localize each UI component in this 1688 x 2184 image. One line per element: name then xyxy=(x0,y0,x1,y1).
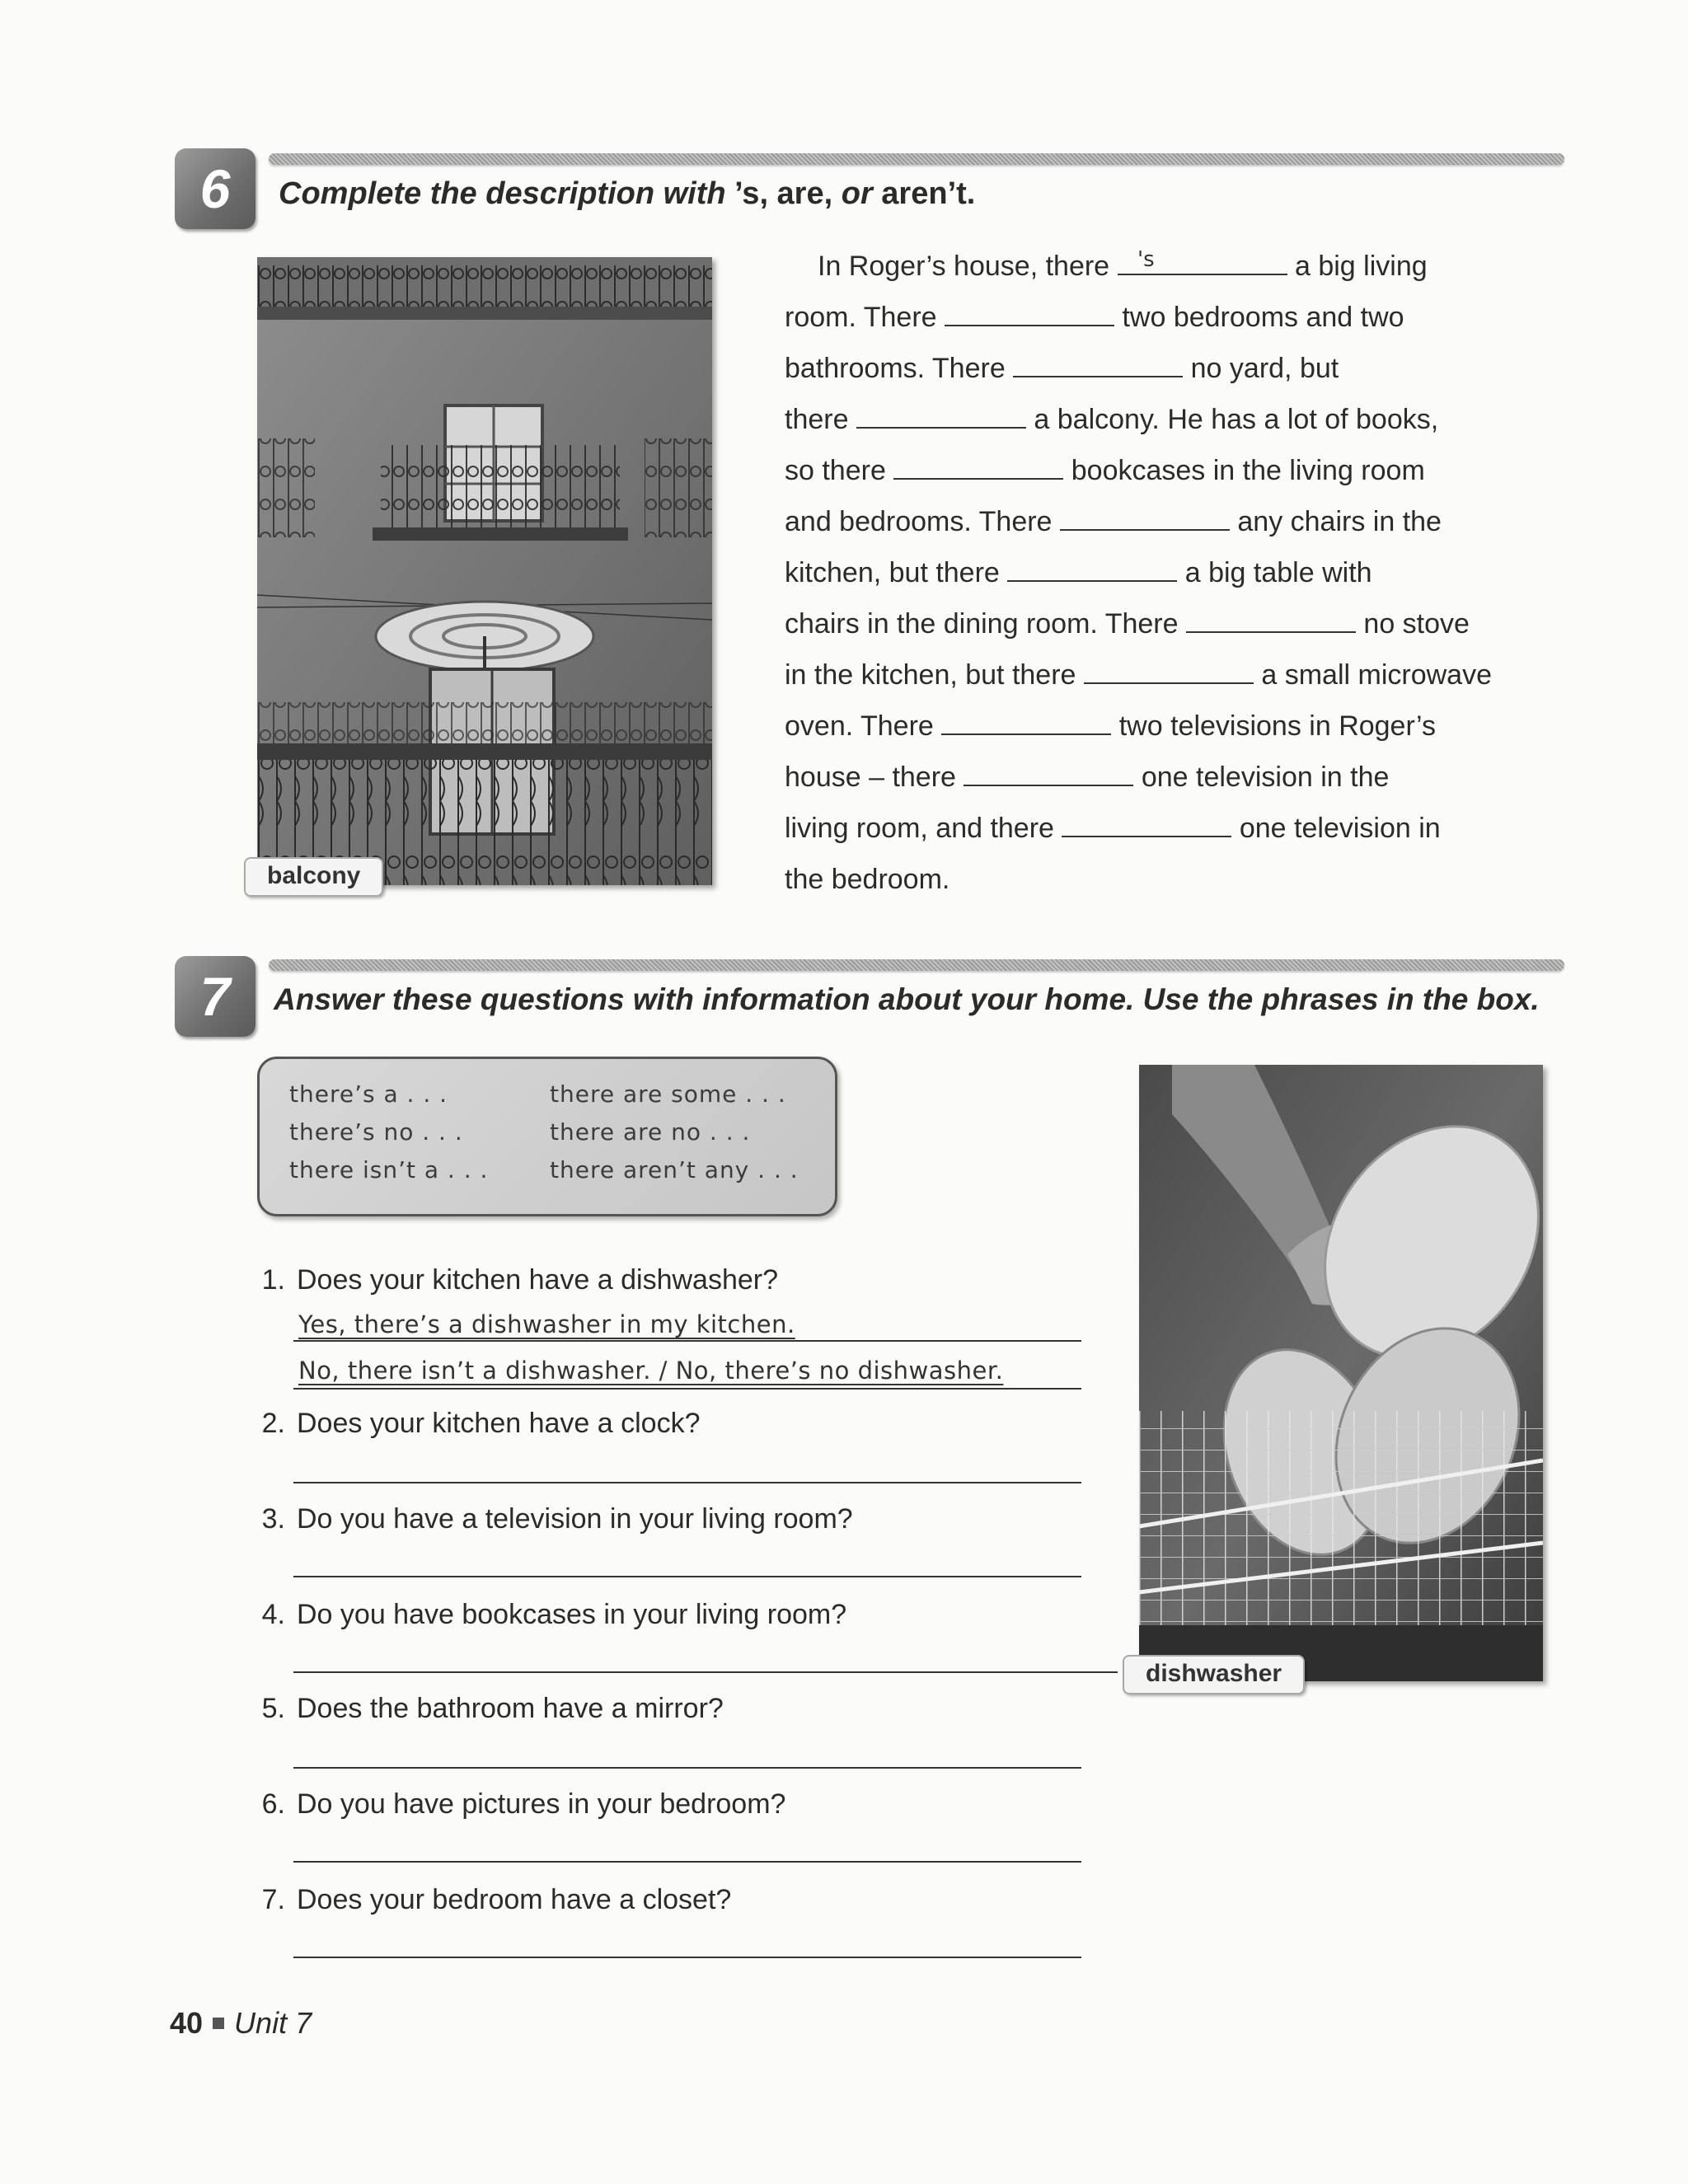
ex6-blank-4[interactable] xyxy=(856,404,1026,429)
ex6-line-10: oven. There two televisions in Roger’s xyxy=(785,710,1436,742)
ex6-line-4: there a balcony. He has a lot of books, xyxy=(785,404,1439,435)
q3-number: 3. xyxy=(261,1503,285,1535)
q1-number: 1. xyxy=(261,1264,285,1296)
ex6-line-3: bathrooms. There no yard, but xyxy=(785,353,1339,384)
q1-answer-yes: Yes, there’s a dishwasher in my kitchen. xyxy=(298,1310,795,1338)
exercise-6-title: Complete the description with ’s, are, or aren’t. xyxy=(279,176,976,211)
q5-text: Does the bathroom have a mirror? xyxy=(297,1693,724,1724)
exercise-7-title: Answer these questions with information about your home. Use the phrases in the box. xyxy=(274,982,1540,1016)
ex6-blank-12[interactable] xyxy=(1062,813,1231,837)
unit-label: Unit 7 xyxy=(234,2006,312,2040)
dishwasher-illustration xyxy=(1139,1065,1543,1681)
phrase-there-are-no: there are no . . . xyxy=(550,1118,751,1146)
q6-answer-line[interactable] xyxy=(293,1861,1081,1863)
ex6-line-7: kitchen, but there a big table with xyxy=(785,557,1372,588)
q5-number: 5. xyxy=(261,1693,285,1724)
ex6-blank-5[interactable] xyxy=(893,455,1063,480)
ex6-line-9: in the kitchen, but there a small microwave xyxy=(785,659,1492,691)
footer-square-icon xyxy=(213,2018,224,2029)
ex6-blank-6[interactable] xyxy=(1060,506,1230,531)
q2-number: 2. xyxy=(261,1408,285,1439)
dishwasher-label: dishwasher xyxy=(1123,1655,1305,1694)
q1-answer-line-1[interactable] xyxy=(293,1340,1081,1342)
exercise-7-rule xyxy=(269,959,1564,971)
q1-answer-line-2[interactable] xyxy=(293,1388,1081,1390)
phrase-there-are-some: there are some . . . xyxy=(550,1080,786,1108)
exercise-7-number: 7 xyxy=(199,966,231,1027)
ex6-line-11: house – there one television in the xyxy=(785,762,1390,793)
page-footer xyxy=(170,2006,312,2041)
ex6-blank-11[interactable] xyxy=(964,762,1133,786)
ex6-blank-3[interactable] xyxy=(1013,353,1183,377)
exercise-6-number: 6 xyxy=(199,158,231,219)
q7-text: Does your bedroom have a closet? xyxy=(297,1884,732,1915)
exercise-6-badge xyxy=(175,148,256,229)
balcony-label: balcony xyxy=(244,857,383,897)
q1-text: Does your kitchen have a dishwasher? xyxy=(297,1264,778,1296)
q1-answer-no: No, there isn’t a dishwasher. / No, there’s no dishwasher. xyxy=(298,1357,1004,1385)
ex6-line-6: and bedrooms. There any chairs in the xyxy=(785,506,1442,537)
q7-answer-line[interactable] xyxy=(293,1957,1081,1958)
ex6-line-1: In Roger’s house, there a big living xyxy=(818,251,1428,282)
q7-number: 7. xyxy=(261,1884,285,1915)
dishwasher-photo xyxy=(1139,1065,1543,1681)
ex6-blank-8[interactable] xyxy=(1186,608,1356,633)
exercise-7-badge xyxy=(175,956,256,1037)
exercise-6-rule xyxy=(269,153,1564,165)
q2-text: Does your kitchen have a clock? xyxy=(297,1408,701,1439)
phrase-there-isnt-a: there isn’t a . . . xyxy=(289,1156,489,1183)
q3-text: Do you have a television in your living room? xyxy=(297,1503,853,1535)
q6-text: Do you have pictures in your bedroom? xyxy=(297,1788,786,1820)
ex6-blank-7[interactable] xyxy=(1007,557,1177,582)
q4-answer-line[interactable] xyxy=(293,1671,1118,1673)
q2-answer-line[interactable] xyxy=(293,1482,1081,1483)
q3-answer-line[interactable] xyxy=(293,1576,1081,1577)
ex6-line-13: the bedroom. xyxy=(785,864,950,895)
ex6-blank-10[interactable] xyxy=(941,710,1111,735)
phrase-theres-no: there’s no . . . xyxy=(289,1118,463,1146)
balcony-illustration xyxy=(257,257,712,885)
ex6-line-8: chairs in the dining room. There no stove xyxy=(785,608,1470,640)
phrase-box xyxy=(257,1057,837,1216)
ex6-line-12: living room, and there one television in xyxy=(785,813,1441,844)
ex6-blank-2[interactable] xyxy=(945,302,1114,326)
page-number: 40 xyxy=(170,2006,204,2040)
phrase-theres-a: there’s a . . . xyxy=(289,1080,448,1108)
q4-number: 4. xyxy=(261,1599,285,1630)
q5-answer-line[interactable] xyxy=(293,1767,1081,1769)
phrase-there-arent-any: there aren’t any . . . xyxy=(550,1156,799,1183)
q6-number: 6. xyxy=(261,1788,285,1820)
ex6-blank-9[interactable] xyxy=(1084,659,1254,684)
ex6-answer-1: 's xyxy=(1137,247,1155,272)
ex6-line-2: room. There two bedrooms and two xyxy=(785,302,1404,333)
ex6-line-5: so there bookcases in the living room xyxy=(785,455,1425,486)
balcony-photo xyxy=(257,257,712,885)
q4-text: Do you have bookcases in your living room? xyxy=(297,1599,847,1630)
